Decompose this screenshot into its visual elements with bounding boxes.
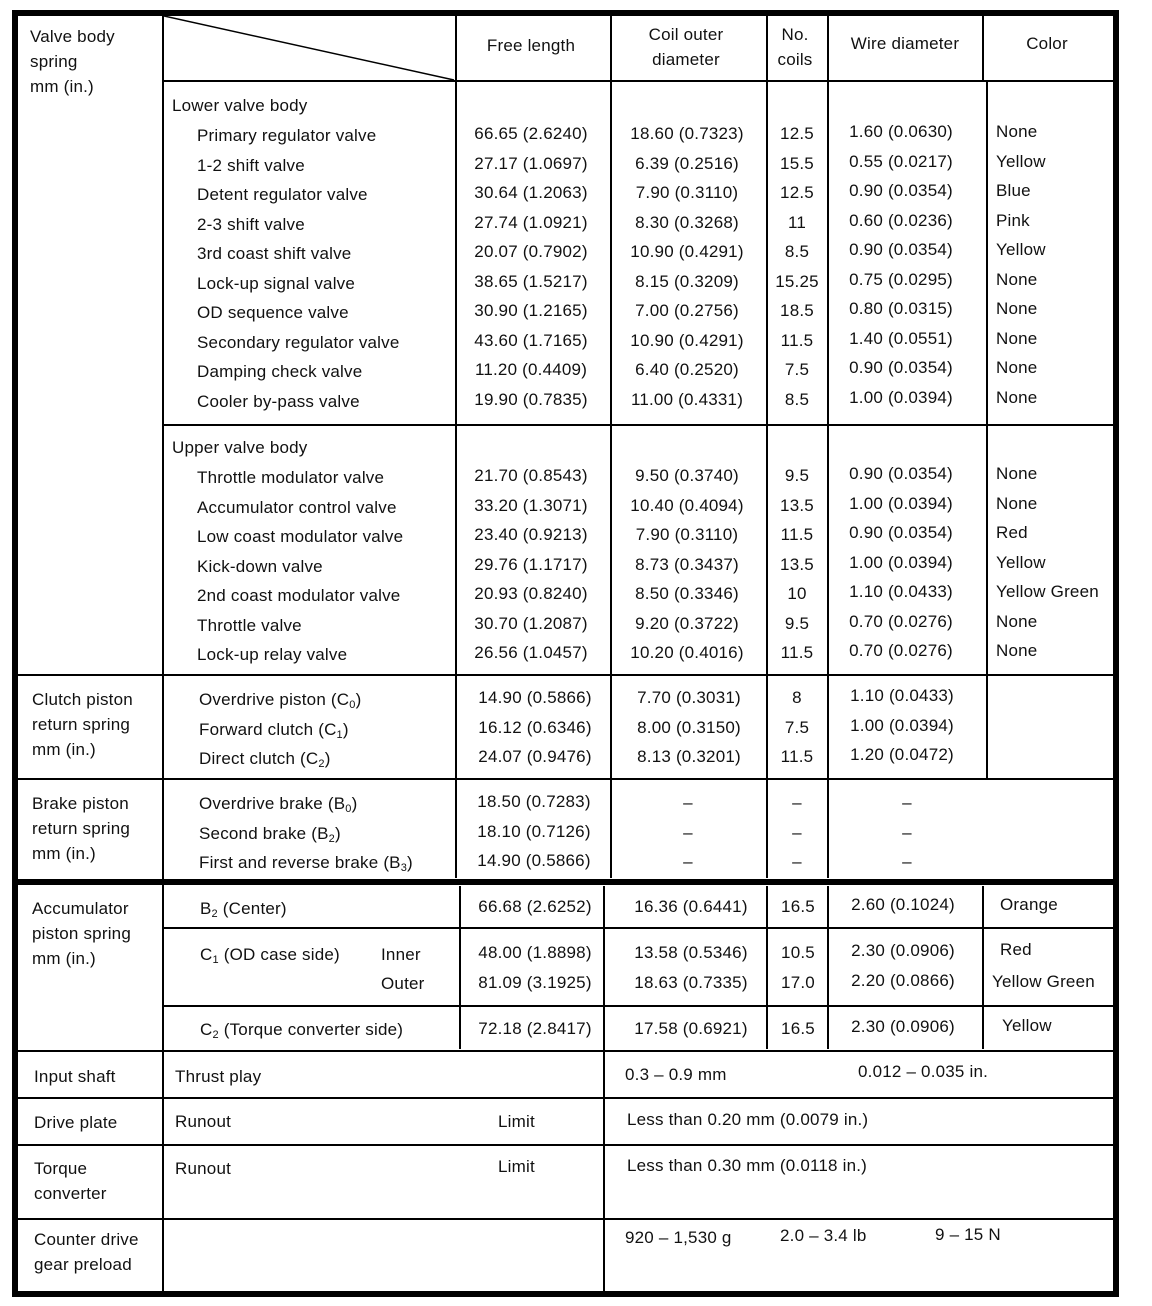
spring-name: 2nd coast modulator valve [197, 586, 401, 605]
divider [459, 886, 461, 1049]
coil-od-dash: – [683, 852, 693, 871]
clutch-spring-name: Overdrive piston $(C_0)$ [199, 690, 362, 711]
coil-od-value: 10.40 (0.4094) [630, 495, 744, 515]
coil-od-value: 10.90 (0.4291) [630, 242, 744, 261]
coil-count-value: 12.5 [780, 124, 814, 143]
divider [162, 80, 1113, 82]
spring-name: 2-3 shift valve [197, 214, 305, 234]
brake-spring-name: First and reverse brake $(B_3)$ [199, 853, 413, 874]
free-length-value: 26.56 (1.0457) [474, 643, 588, 662]
free-length-value: 21.70 (0.8543) [474, 466, 588, 485]
accumulator-c1-inner-label: Inner [381, 945, 421, 964]
spring-name: 1-2 shift valve [197, 155, 305, 175]
wire-diameter-value: 1.00 (0.0394) [849, 493, 953, 513]
spring-color-value: None [996, 358, 1038, 377]
spring-color-value: None [996, 299, 1038, 318]
accumulator-b2-free: 66.68 (2.6252) [478, 897, 592, 916]
coil-count-value: 7.5 [784, 717, 810, 737]
free-length-value: 16.12 (0.6346) [478, 717, 592, 737]
free-length-value: 18.50 (0.7283) [477, 792, 591, 811]
spring-color-value: Yellow Green [996, 582, 1099, 601]
coil-count-value: 10 [787, 584, 807, 603]
free-length-value: 30.70 (1.2087) [474, 613, 588, 633]
coil-od-value: 6.40 (0.2520) [635, 360, 739, 379]
spring-name: Throttle modulator valve [197, 468, 385, 487]
free-length-value: 33.20 (1.3071) [474, 495, 588, 515]
spring-name: 3rd coast shift valve [197, 244, 352, 263]
divider [162, 927, 1113, 929]
coil-count-value: 11.5 [780, 643, 814, 662]
accumulator-label: Accumulator piston spring mm (in.) [32, 899, 131, 968]
divider [18, 879, 1113, 885]
spring-name: Detent regulator valve [197, 185, 368, 204]
wire-diameter-value: 1.00 (0.0394) [849, 552, 953, 572]
accumulator-c1-outer-wire: 2.20 (0.0866) [851, 971, 955, 990]
divider [982, 16, 984, 80]
divider [982, 886, 984, 1049]
accumulator-c1-inner-coils: 10.5 [781, 943, 815, 962]
accumulator-b2-od: 16.36 (0.6441) [634, 897, 748, 916]
divider [18, 1097, 1113, 1099]
spring-color-value: None [996, 387, 1038, 407]
accumulator-c2-free: 72.18 (2.8417) [478, 1019, 592, 1038]
divider [827, 16, 829, 878]
clutch-spring-name: Forward clutch $(C_1)$ [199, 719, 349, 741]
counter-drive-lb: 2.0 – 3.4 lb [780, 1226, 867, 1245]
drive-plate-value: Less than 0.20 mm (0.0079 in.) [627, 1110, 869, 1129]
free-length-value: 18.10 (0.7126) [477, 821, 591, 841]
spring-name: Lock-up signal valve [197, 273, 356, 293]
coil-count-value: 15.5 [780, 153, 814, 173]
accumulator-b2-wire: 2.60 (0.1024) [851, 895, 955, 914]
wire-diameter-value: 0.90 (0.0354) [849, 358, 953, 377]
wire-diameter-value: 0.55 (0.0217) [849, 151, 953, 171]
spring-name: Secondary regulator valve [197, 332, 400, 352]
input-shaft-inch: 0.012 – 0.035 in. [858, 1062, 989, 1081]
spring-color-value: Blue [996, 181, 1031, 200]
free-length-value: 27.17 (1.0697) [474, 153, 588, 173]
coil-od-value: 7.00 (0.2756) [635, 301, 739, 320]
coil-count-dash: – [792, 793, 802, 812]
accumulator-c2-color: Yellow [1002, 1016, 1052, 1035]
coil-od-value: 7.90 (0.3110) [635, 183, 739, 202]
accumulator-c1-outer-coils: 17.0 [781, 973, 815, 992]
spring-name: Kick-down valve [197, 556, 323, 576]
wire-diameter-value: 0.70 (0.0276) [849, 641, 953, 660]
spring-name: Throttle valve [197, 615, 302, 635]
free-length-value: 14.90 (0.5866) [478, 688, 592, 707]
coil-count-value: 11.5 [780, 330, 814, 350]
free-length-value: 38.65 (1.5217) [474, 271, 588, 291]
divider [766, 16, 768, 878]
wire-diameter-value: 1.00 (0.0394) [849, 387, 953, 407]
free-length-value: 29.76 (1.1717) [474, 554, 588, 574]
free-length-value: 30.64 (1.2063) [474, 183, 588, 202]
free-length-value: 23.40 (0.9213) [474, 525, 588, 544]
coil-od-value: 9.20 (0.3722) [635, 613, 739, 633]
coil-count-value: 13.5 [780, 495, 814, 515]
divider [603, 886, 605, 1293]
coil-count-value: 9.5 [784, 466, 810, 485]
col-color: Color [1026, 34, 1068, 53]
brake-spring-name: Overdrive brake $(B_0)$ [199, 794, 358, 815]
coil-od-value: 11.00 (0.4331) [630, 389, 744, 409]
free-length-value: 30.90 (1.2165) [474, 301, 588, 320]
wire-diameter-value: 1.10 (0.0433) [849, 582, 953, 601]
free-length-value: 43.60 (1.7165) [474, 330, 588, 350]
wire-diameter-value: 0.90 (0.0354) [849, 523, 953, 542]
coil-count-value: 11 [787, 212, 807, 232]
counter-drive-n: 9 – 15 N [935, 1225, 1001, 1244]
spring-color-value: Yellow [996, 552, 1046, 572]
wire-diameter-value: 1.60 (0.0630) [849, 122, 953, 141]
drive-plate-label: Drive plate [34, 1113, 118, 1132]
spring-name: Cooler by-pass valve [197, 391, 360, 411]
accumulator-c2-wire: 2.30 (0.0906) [851, 1017, 955, 1036]
coil-count-value: 8.5 [784, 242, 810, 261]
divider [455, 16, 457, 878]
accumulator-c1-inner-color: Red [1000, 940, 1032, 959]
free-length-value: 66.65 (2.6240) [474, 124, 588, 143]
accumulator-b2-color: Orange [1000, 895, 1058, 914]
accumulator-c2-coils: 16.5 [781, 1019, 815, 1038]
coil-od-value: 9.50 (0.3740) [635, 466, 739, 485]
spring-color-value: Pink [996, 210, 1030, 230]
brake-spring-name: Second brake $(B_2)$ [199, 823, 341, 845]
free-length-value: 20.07 (0.7902) [474, 242, 588, 261]
accumulator-c1-outer-free: 81.09 (3.1925) [478, 973, 592, 992]
coil-count-value: 7.5 [784, 360, 810, 379]
coil-od-value: 8.50 (0.3346) [635, 584, 739, 603]
input-shaft-item: Thrust play [175, 1067, 262, 1086]
wire-diameter-value: 1.00 (0.0394) [850, 715, 954, 735]
counter-drive-label: Counter drive gear preload [34, 1230, 139, 1274]
accumulator-c1-inner-od: 13.58 (0.5346) [634, 943, 748, 962]
divider [610, 16, 612, 878]
spring-name: Damping check valve [197, 362, 363, 381]
coil-count-value: 8.5 [784, 389, 810, 409]
col-coil-outer-diameter: Coil outer diameter [648, 25, 724, 69]
coil-od-value: 18.60 (0.7323) [630, 124, 744, 143]
spring-color-value: None [996, 269, 1038, 289]
free-length-value: 27.74 (1.0921) [474, 212, 588, 232]
coil-count-value: 8 [792, 688, 802, 707]
spring-color-value: None [996, 493, 1038, 513]
wire-diameter-value: 0.70 (0.0276) [849, 611, 953, 631]
coil-count-value: 9.5 [784, 613, 810, 633]
coil-od-value: 7.70 (0.3031) [637, 688, 741, 707]
counter-drive-g: 920 – 1,530 g [625, 1228, 732, 1247]
coil-count-dash: – [792, 852, 802, 871]
divider [162, 424, 1113, 426]
torque-converter-limit: Limit [498, 1157, 535, 1176]
coil-count-value: 12.5 [780, 183, 814, 202]
wire-diameter-value: 0.90 (0.0354) [849, 181, 953, 200]
free-length-value: 11.20 (0.4409) [474, 360, 588, 379]
divider [18, 674, 1113, 676]
coil-od-dash: – [683, 793, 693, 812]
accumulator-c1-outer-color: Yellow Green [992, 972, 1095, 991]
wire-diameter-value: 0.90 (0.0354) [849, 240, 953, 259]
col-wire-diameter: Wire diameter [850, 34, 960, 53]
divider [766, 886, 768, 1049]
wire-diameter-dash: – [902, 793, 912, 812]
coil-od-value: 8.13 (0.3201) [637, 747, 741, 766]
brake-piston-label: Brake piston return spring mm (in.) [32, 794, 131, 863]
accumulator-c1-outer-od: 18.63 (0.7335) [634, 973, 748, 992]
free-length-value: 20.93 (0.8240) [474, 584, 588, 603]
wire-diameter-dash: – [902, 822, 912, 842]
clutch-spring-name: Direct clutch $(C_2)$ [199, 749, 331, 770]
divider [18, 778, 1113, 780]
coil-od-value: 10.90 (0.4291) [630, 330, 744, 350]
divider [18, 1218, 1113, 1220]
divider [18, 1144, 1113, 1146]
coil-count-value: 15.25 [775, 271, 819, 291]
torque-converter-value: Less than 0.30 mm (0.0118 in.) [627, 1156, 868, 1175]
coil-count-value: 18.5 [780, 301, 814, 320]
coil-od-value: 8.73 (0.3437) [635, 554, 739, 574]
coil-od-value: 8.30 (0.3268) [635, 212, 739, 232]
spring-name: OD sequence valve [197, 303, 349, 322]
coil-od-dash: – [683, 822, 693, 842]
divider [18, 1050, 1113, 1052]
wire-diameter-value: 1.10 (0.0433) [850, 686, 954, 705]
coil-od-value: 10.20 (0.4016) [630, 643, 744, 662]
coil-od-value: 8.15 (0.3209) [635, 271, 739, 291]
coil-count-dash: – [792, 822, 802, 842]
drive-plate-item: Runout [175, 1112, 232, 1131]
wire-diameter-dash: – [902, 852, 912, 871]
spring-color-value: None [996, 611, 1038, 631]
lower-valve-body-title: Lower valve body [172, 96, 308, 115]
coil-od-value: 7.90 (0.3110) [635, 525, 739, 544]
free-length-value: 19.90 (0.7835) [474, 389, 588, 409]
accumulator-b2-coils: 16.5 [781, 897, 815, 916]
free-length-value: 14.90 (0.5866) [477, 851, 591, 870]
col-no-coils: No. coils [777, 25, 813, 69]
spring-name: Low coast modulator valve [197, 527, 404, 546]
coil-od-value: 8.00 (0.3150) [637, 717, 741, 737]
spring-color-value: Red [996, 523, 1028, 542]
coil-count-value: 13.5 [780, 554, 814, 574]
accumulator-c1-name: $C_1$ (OD case side) [200, 945, 340, 966]
wire-diameter-value: 0.60 (0.0236) [849, 210, 953, 230]
accumulator-c1-inner-free: 48.00 (1.8898) [478, 943, 592, 962]
spring-name: Primary regulator valve [197, 126, 377, 145]
divider [162, 1005, 1113, 1007]
wire-diameter-value: 0.80 (0.0315) [849, 299, 953, 318]
accumulator-c2-od: 17.58 (0.6921) [634, 1019, 748, 1038]
coil-count-value: 11.5 [780, 747, 814, 766]
coil-count-value: 11.5 [780, 525, 814, 544]
free-length-value: 24.07 (0.9476) [478, 747, 592, 766]
wire-diameter-value: 1.20 (0.0472) [850, 745, 954, 764]
torque-converter-item: Runout [175, 1159, 232, 1178]
clutch-piston-label: Clutch piston return spring mm (in.) [32, 690, 133, 759]
accumulator-c1-inner-wire: 2.30 (0.0906) [851, 941, 955, 960]
input-shaft-mm: 0.3 – 0.9 mm [625, 1065, 727, 1084]
drive-plate-limit: Limit [498, 1112, 535, 1131]
spring-color-value: None [996, 122, 1038, 141]
spring-color-value: None [996, 328, 1038, 348]
wire-diameter-value: 0.90 (0.0354) [849, 464, 953, 483]
divider [827, 886, 829, 1049]
spring-color-value: Yellow [996, 240, 1046, 259]
accumulator-c1-outer-label: Outer [381, 974, 425, 993]
input-shaft-label: Input shaft [34, 1067, 116, 1086]
col-free-length: Free length [486, 36, 576, 55]
wire-diameter-value: 1.40 (0.0551) [849, 328, 953, 348]
spring-color-value: None [996, 641, 1038, 660]
spring-color-value: Yellow [996, 151, 1046, 171]
header-diagonal [164, 16, 456, 80]
coil-od-value: 6.39 (0.2516) [635, 153, 739, 173]
accumulator-c2-name: $C_2$ (Torque converter side) [200, 1020, 404, 1041]
valve-body-spring-label: Valve body spring mm (in.) [30, 27, 115, 96]
spring-color-value: None [996, 464, 1038, 483]
torque-converter-label: Torque converter [34, 1159, 107, 1203]
wire-diameter-value: 0.75 (0.0295) [849, 269, 953, 289]
spring-name: Accumulator control valve [197, 497, 397, 517]
accumulator-b2-name: $B_2$ (Center) [200, 899, 287, 920]
upper-valve-body-title: Upper valve body [172, 438, 308, 457]
spring-name: Lock-up relay valve [197, 645, 348, 664]
divider [162, 16, 164, 1293]
